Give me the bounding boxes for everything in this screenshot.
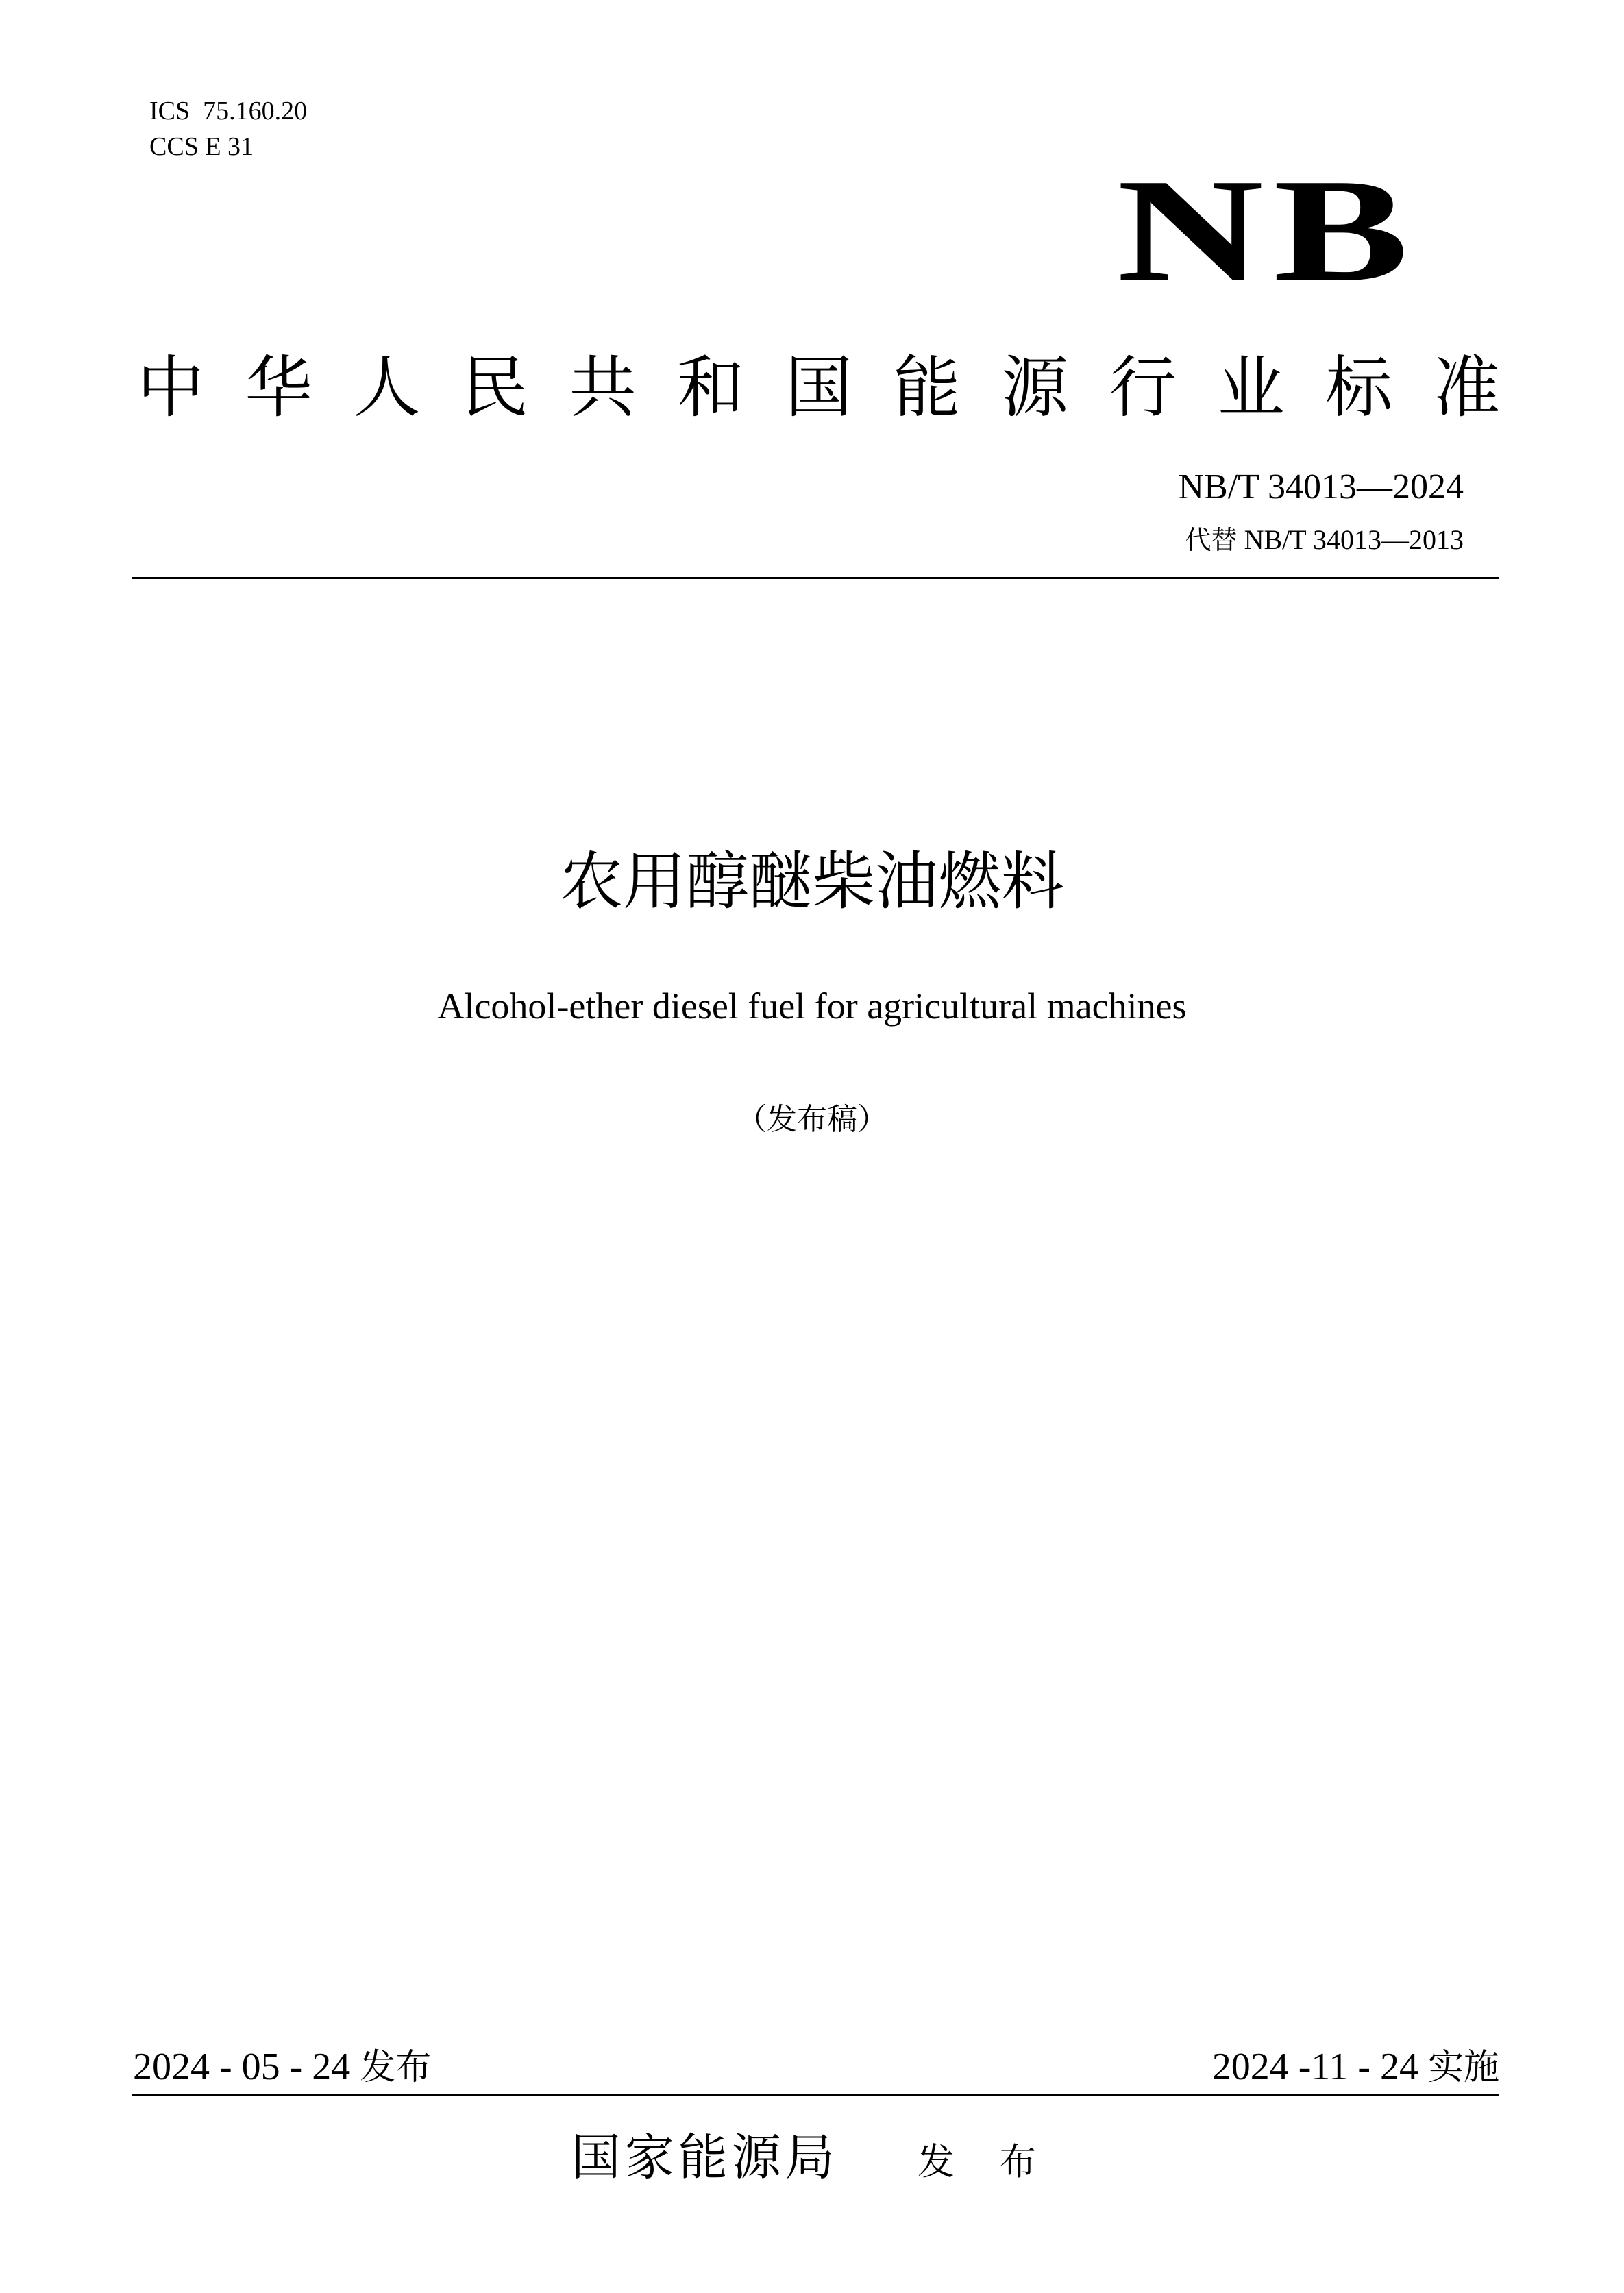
title-char: 标	[1325, 349, 1393, 427]
publish-word: 发 布	[917, 2140, 1053, 2183]
issue-date: 2024 - 05 - 24	[133, 2046, 351, 2088]
title-char: 民	[460, 349, 528, 427]
standard-number: NB/T 34013—2024	[1178, 467, 1464, 506]
footer-divider	[132, 2094, 1499, 2096]
publisher-line	[0, 2123, 1624, 2196]
title-char: 业	[1217, 349, 1285, 427]
classification-codes	[149, 93, 307, 164]
issue-date-line	[133, 2042, 431, 2092]
title-char: 华	[245, 349, 312, 427]
title-char: 国	[785, 349, 852, 427]
replaces-line	[1185, 521, 1464, 559]
header-divider	[132, 577, 1499, 579]
title-char: 源	[1001, 349, 1069, 427]
replaces-number: NB/T 34013—2013	[1244, 524, 1464, 555]
effective-date: 2024 -11 - 24	[1211, 2046, 1418, 2088]
standard-category-title	[137, 340, 1501, 436]
issue-label: 发布	[360, 2047, 432, 2088]
document-title-cn: 农用醇醚柴油燃料	[559, 845, 1064, 918]
publisher-name: 国家能源局	[571, 2129, 839, 2186]
title-char: 人	[353, 349, 421, 427]
ccs-code: CCS E 31	[149, 132, 254, 161]
draft-status-note: （发布稿）	[737, 1102, 887, 1137]
title-char: 中	[137, 349, 205, 427]
effective-label: 实施	[1427, 2047, 1499, 2088]
document-title-en: Alcohol-ether diesel fuel for agricultural machines	[437, 985, 1187, 1027]
title-char: 准	[1433, 349, 1501, 427]
title-char: 和	[677, 349, 745, 427]
nb-logo: NB	[1117, 148, 1418, 312]
ics-code: ICS 75.160.20	[149, 97, 308, 125]
effective-date-line	[1212, 2042, 1499, 2092]
title-char: 能	[893, 349, 961, 427]
title-char: 共	[569, 349, 637, 427]
title-char: 行	[1109, 349, 1177, 427]
replaces-label: 代替	[1185, 525, 1238, 555]
